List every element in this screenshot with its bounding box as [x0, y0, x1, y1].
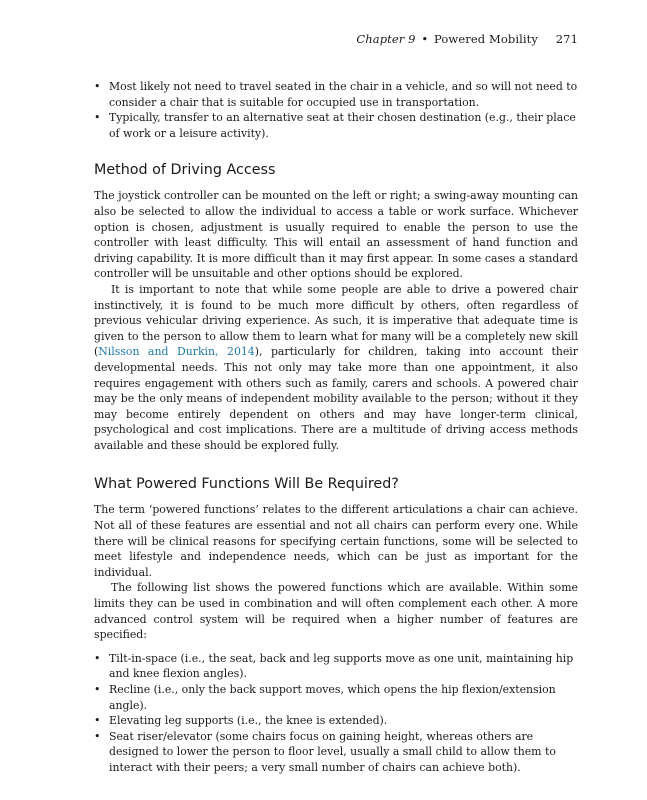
list-item-text: Typically, transfer to an alternative seat at their chosen destination (e.g., their place of work or a leisure activity). [109, 111, 576, 140]
page-number: 271 [555, 32, 578, 46]
list-item-text: Most likely not need to travel seated in the chair in a vehicle, and so will not need to consider a chair that is suitable for occupied use in transportation. [109, 80, 578, 109]
list-item [94, 713, 578, 729]
running-head-title: Powered Mobility [434, 32, 538, 46]
paragraph: The following list shows the powered functions which are available. Within some limits they can be used in combination and will often complement each other. A more advanced control system will be required when a higher number of features are specified: [94, 581, 578, 642]
paragraph: The term ‘powered functions’ relates to the different articulations a chair can achieve. Not all of these features are essential and not all chairs can perform every one. While there will be clinical reasons for specifying certain functions, some will be selected to meet lifestyle and independence needs, which can be just as important for the individual. [94, 503, 578, 579]
top-bullet-list [94, 79, 578, 141]
list-item-text: Seat riser/elevator (some chairs focus on gaining height, whereas others are designed to lower the person to floor level, usually a small child to allow them to interact with their peers; a very small number of chairs can achieve both). [109, 729, 556, 774]
running-head-chapter: Chapter 9 [356, 32, 416, 46]
citation-link[interactable]: Nilsson and Durkin, 2014 [98, 345, 255, 359]
list-item [94, 682, 578, 713]
paragraph: The joystick controller can be mounted on the left or right; a swing-away mounting can also be selected to allow the individual to access a table or work surface. Whichever option is chosen, adjustment is usually required to enable the person to use the controller with least difficulty. This will entail an assessment of hand function and driving capability. It is more difficult than it may first appear. In some cases a standard controller will be unsuitable and other options should be explored. [94, 189, 578, 281]
running-head-separator: • [421, 32, 429, 46]
list-item [94, 79, 578, 110]
paragraph [94, 282, 578, 454]
bullet-icon: • [94, 651, 101, 665]
section-heading-driving-access: Method of Driving Access [94, 162, 276, 179]
paragraph-text: It is important to note that while some people are able to drive a powered chair instinctively, it is found to be much more difficult by others, often regardless of previous vehicular driving experience. As such, it is imperative that adequate time is given to the person to allow them to learn what for many will be a completely new skill ( [94, 282, 578, 359]
page-body [94, 79, 578, 776]
powered-functions-list [94, 651, 578, 776]
section-heading-powered-functions: What Powered Functions Will Be Required? [94, 476, 399, 493]
bullet-icon: • [94, 111, 101, 125]
list-item-text: Tilt-in-space (i.e., the seat, back and leg supports move as one unit, maintaining hip and knee flexion angles). [109, 651, 574, 681]
paragraph-text: ), particularly for children, taking into account their developmental needs. This not only may take more than one appointment, it also requires engagement with others such as family, carers and schools. A powered chair may be the only means of independent mobility available to the person; without it they may become entirely dependent on others and may have longer-term clinical, psychological and cost implications. There are a multitude of driving access methods available and these should be explored fully. [94, 345, 578, 452]
list-item [94, 110, 578, 141]
list-item-text: Recline (i.e., only the back support moves, which opens the hip flexion/extension angle). [109, 683, 556, 712]
bullet-icon: • [94, 729, 101, 743]
list-item-text: Elevating leg supports (i.e., the knee is extended). [109, 714, 388, 728]
list-item [94, 729, 578, 776]
bullet-icon: • [94, 80, 101, 93]
bullet-icon: • [94, 714, 101, 728]
list-item [94, 651, 578, 682]
bullet-icon: • [94, 683, 101, 696]
running-head [356, 32, 578, 46]
